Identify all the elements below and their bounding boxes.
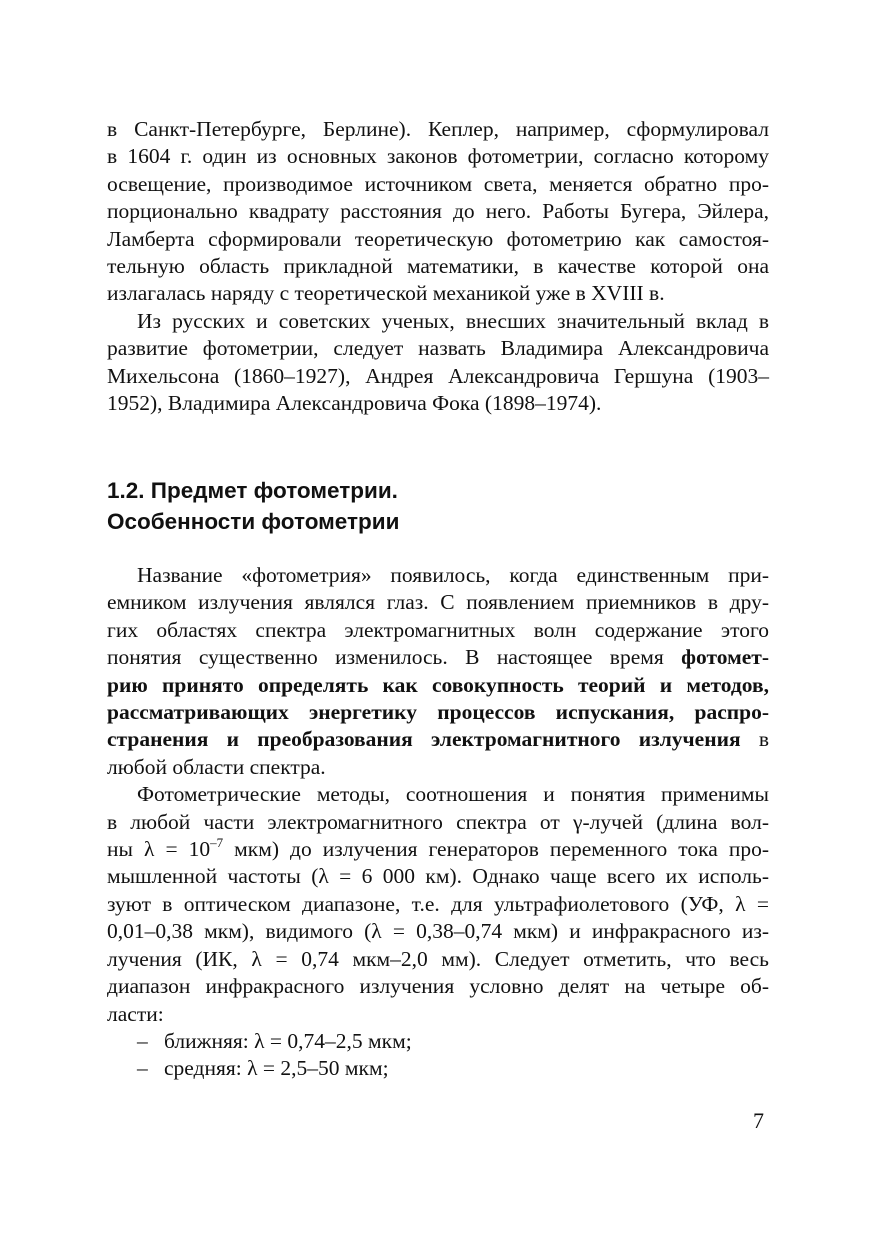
text-line: Название «фотометрия» появилось, когда единственным при- <box>137 563 769 587</box>
text-fragment: мкм) до излучения генераторов переменного тока про- <box>223 837 769 862</box>
text-line: 1952), Владимира Александровича Фока (1898–1974). <box>107 391 602 416</box>
body-text-bottom <box>107 562 769 1083</box>
section-heading-line-2: Особенности фотометрии <box>107 509 400 534</box>
list-item-text: ближняя: λ = 0,74–2,5 мкм; <box>164 1028 412 1053</box>
ir-ranges-list <box>107 1028 769 1083</box>
text-line <box>107 644 769 671</box>
page-number: 7 <box>753 1108 764 1133</box>
text-line: ласти: <box>107 1001 164 1026</box>
text-fragment: в <box>740 727 769 752</box>
paragraph-3 <box>107 562 769 781</box>
text-line: емником излучения являлся глаз. С появлением приемников в дру- <box>107 590 769 615</box>
text-line: развитие фотометрии, следует назвать Владимира Александровича <box>107 336 769 361</box>
body-text-top <box>107 116 769 417</box>
text-line: Ламберта сформировали теоретическую фотометрию как самостоя- <box>107 226 769 251</box>
text-line: 0,01–0,38 мкм), видимого (λ = 0,38–0,74 мкм) и инфракрасного из- <box>107 919 769 944</box>
text-line: освещение, производимое источником света, меняется обратно про- <box>107 171 769 196</box>
text-line: в Санкт-Петербурге, Берлине). Кеплер, например, сформулировал <box>107 117 769 141</box>
text-line: гих областях спектра электромагнитных волн содержание этого <box>107 617 769 642</box>
paragraph-2 <box>107 308 769 418</box>
list-item <box>107 1055 769 1082</box>
text-line: Фотометрические методы, соотношения и понятия применимы <box>137 782 769 807</box>
text-line: в 1604 г. один из основных законов фотометрии, согласно которому <box>107 144 769 169</box>
text-line <box>107 836 769 863</box>
text-line: в любой части электромагнитного спектра от γ-лучей (длина вол- <box>107 809 769 834</box>
text-fragment: ны λ = 10 <box>107 837 211 862</box>
text-line: порционально квадрату расстояния до него. Работы Бугера, Эйлера, <box>107 199 769 224</box>
bold-definition-fragment: странения и преобразования электромагнитного излучения <box>107 727 741 752</box>
text-line: зуют в оптическом диапазоне, т.е. для ультрафиолетового (УФ, λ = <box>107 891 769 916</box>
paragraph-4 <box>107 781 769 1028</box>
text-line: Михельсона (1860–1927), Андрея Александровича Гершуна (1903– <box>107 363 769 388</box>
list-item <box>107 1028 769 1055</box>
text-line: тельную область прикладной математики, в качестве которой она <box>107 254 769 279</box>
section-heading <box>107 475 769 537</box>
list-dash: – <box>137 1028 148 1053</box>
text-fragment: понятия существенно изменилось. В настоящее время <box>107 645 682 670</box>
text-line: любой области спектра. <box>107 754 326 779</box>
text-line: Из русских и советских ученых, внесших значительный вклад в <box>137 308 769 333</box>
text-line: мышленной частоты (λ = 6 000 км). Однако чаще всего их исполь- <box>107 864 769 889</box>
section-heading-line-1: 1.2. Предмет фотометрии. <box>107 478 398 503</box>
text-line <box>107 699 769 726</box>
text-line: лучения (ИК, λ = 0,74 мкм–2,0 мм). Следует отметить, что весь <box>107 946 769 971</box>
text-line: излагалась наряду с теоретической механикой уже в XVIII в. <box>107 281 665 306</box>
superscript-exponent: –7 <box>210 835 224 851</box>
bold-definition-fragment: рию принято определять как совокупность теорий и методов, <box>107 672 769 697</box>
text-line: диапазон инфракрасного излучения условно делят на четыре об- <box>107 974 769 999</box>
text-line <box>107 726 769 753</box>
bold-definition-fragment: фотомет- <box>681 645 769 670</box>
list-dash: – <box>137 1056 148 1081</box>
bold-definition-fragment: рассматривающих энергетику процессов испускания, распро- <box>107 700 769 725</box>
list-item-text: средняя: λ = 2,5–50 мкм; <box>164 1056 389 1081</box>
text-line <box>107 672 769 699</box>
paragraph-1 <box>107 116 769 308</box>
